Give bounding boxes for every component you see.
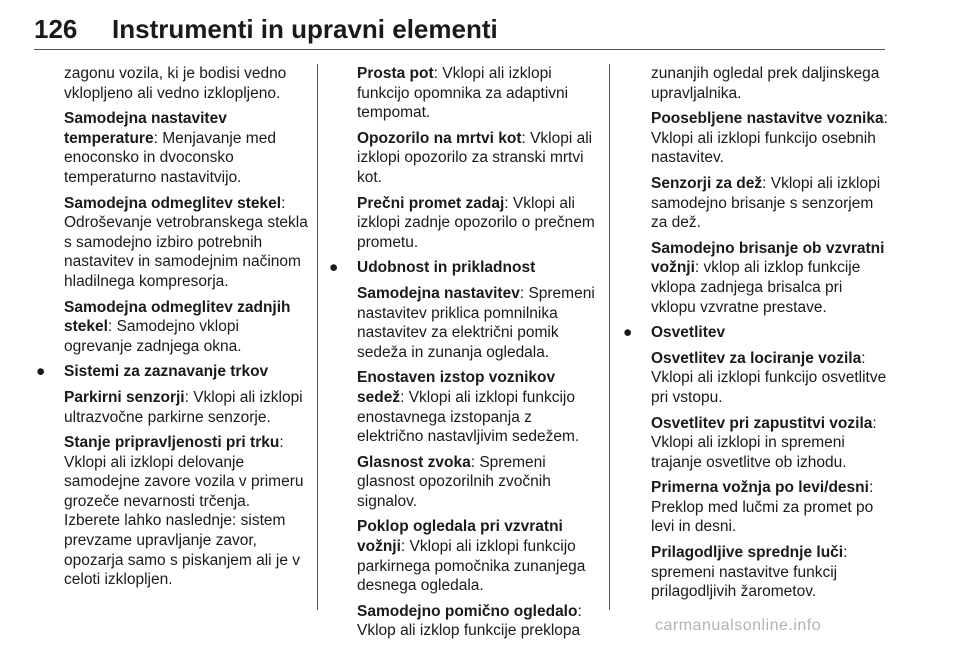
setting-entry bbox=[651, 239, 891, 317]
setting-entry bbox=[64, 388, 308, 427]
column-1 bbox=[36, 64, 308, 596]
setting-entry bbox=[357, 602, 601, 641]
setting-description: : Vklopi ali izklopi funkcijo parkirnega pomočnika zunanjega desnega ogledala. bbox=[357, 538, 586, 595]
setting-term: Osvetlitev za lociranje vozila bbox=[651, 349, 862, 367]
setting-term: Prilagodljive sprednje luči bbox=[651, 544, 844, 562]
setting-description: : Vklopi ali izklopi funkcijo opomnika za adaptivni tempomat. bbox=[357, 65, 569, 122]
setting-entry bbox=[64, 194, 308, 292]
setting-description: : Vklopi ali izklopi opozorilo za stranski mrtvi kot. bbox=[357, 129, 593, 186]
setting-term: Glasnost zvoka bbox=[357, 453, 471, 471]
setting-description: : Vklopi ali izklopi funkcijo osvetlitve pri vstopu. bbox=[651, 349, 887, 406]
setting-term: Primerna vožnja po levi/desni bbox=[651, 479, 869, 497]
bullet-icon: ● bbox=[623, 324, 633, 342]
column-divider-1 bbox=[317, 64, 318, 610]
bullet-heading-text: Udobnost in prikladnost bbox=[357, 259, 536, 277]
setting-entry bbox=[651, 414, 891, 473]
setting-description: : Preklop med lučmi za promet po levi in desni. bbox=[651, 479, 874, 536]
setting-description: : Vklop ali izklop funkcije preklopa bbox=[357, 602, 582, 640]
setting-term: Stanje pripravljenosti pri trku bbox=[64, 434, 280, 452]
setting-term: Samodejna nastavitev bbox=[357, 284, 520, 302]
setting-term: Samodejno pomično ogledalo bbox=[357, 602, 578, 620]
setting-description: : Odroševanje vetrobranskega stekla s samodejno izbiro potrebnih nastavitev in samodejnim načinom hladilnega kompresorja. bbox=[64, 194, 308, 290]
setting-entry bbox=[64, 298, 308, 357]
setting-entry bbox=[357, 64, 601, 123]
setting-entry bbox=[357, 517, 601, 595]
setting-term: Poklop ogledala pri vzvratni vožnji bbox=[357, 518, 563, 556]
column-2 bbox=[329, 64, 601, 647]
setting-description: : Vklopi ali izklopi in spremeni trajanje osvetlitve ob izhodu. bbox=[651, 414, 877, 471]
bullet-icon: ● bbox=[329, 259, 339, 277]
bullet-heading bbox=[623, 323, 891, 343]
setting-term: Samodejna odmeglitev stekel bbox=[64, 194, 282, 212]
setting-term: Senzorji za dež bbox=[651, 174, 763, 192]
setting-entry bbox=[64, 109, 308, 187]
setting-entry bbox=[357, 284, 601, 362]
setting-entry bbox=[357, 368, 601, 446]
page-number: 126 bbox=[34, 14, 78, 44]
setting-entry bbox=[651, 174, 891, 233]
bullet-heading bbox=[329, 258, 601, 278]
bullet-heading bbox=[36, 362, 308, 382]
setting-description: : Spremeni glasnost opozorilnih zvočnih signalov. bbox=[357, 453, 551, 510]
continued-text: zagonu vozila, ki je bodisi vedno vklopljeno ali vedno izklopljeno. bbox=[64, 65, 287, 102]
setting-description: : Spremeni nastavitev priklica pomnilnika nastavitev za električni pomik sedeža in zunanja ogledala. bbox=[357, 284, 595, 361]
setting-description: : vklop ali izklop funkcije vklopa zadnjega brisalca pri vklopu vzvratne prestave. bbox=[651, 259, 861, 316]
bullet-heading-text: Sistemi za zaznavanje trkov bbox=[64, 363, 269, 381]
bullet-heading-text: Osvetlitev bbox=[651, 324, 726, 342]
page-title: Instrumenti in upravni elementi bbox=[112, 14, 498, 44]
setting-description: : Samodejno vklopi ogrevanje zadnjega okna. bbox=[64, 318, 242, 355]
setting-entry bbox=[651, 349, 891, 408]
setting-term: Osvetlitev pri zapustitvi vozila bbox=[651, 414, 873, 432]
setting-term: Parkirni senzorji bbox=[64, 388, 185, 406]
setting-description: : Vklopi ali izklopi delovanje samodejne zavore vozila v primeru grozeče nevarnosti trčenja. Izberete lahko naslednje: sistem prevzame upravljanje zavor, opozarja samo s piskanjem ali je v celoti izklopljen. bbox=[64, 434, 304, 589]
setting-entry bbox=[64, 433, 308, 590]
setting-description: : Vklopi ali izklopi funkcijo osebnih nastavitev. bbox=[651, 110, 888, 167]
setting-term: Prosta pot bbox=[357, 65, 434, 82]
setting-term: Enostaven izstop voznikov sedež bbox=[357, 369, 556, 406]
setting-entry bbox=[651, 478, 891, 537]
setting-entry bbox=[357, 129, 601, 188]
watermark: carmanualsonline.info bbox=[655, 617, 822, 634]
setting-entry bbox=[357, 453, 601, 512]
setting-entry bbox=[651, 543, 891, 602]
column-3 bbox=[623, 64, 891, 608]
setting-term: Poosebljene nastavitve voznika bbox=[651, 110, 884, 128]
bullet-icon: ● bbox=[36, 363, 46, 381]
column-divider-2 bbox=[609, 64, 610, 610]
setting-entry bbox=[651, 109, 891, 168]
header-rule bbox=[34, 49, 885, 50]
setting-description: : Vklopi ali izklopi zadnje opozorilo o prečnem prometu. bbox=[357, 194, 595, 251]
continued-text: zunanjih ogledal prek daljinskega upravljalnika. bbox=[651, 65, 880, 102]
setting-term: Opozorilo na mrtvi kot bbox=[357, 129, 522, 147]
setting-term: Prečni promet zadaj bbox=[357, 194, 505, 212]
setting-entry bbox=[357, 194, 601, 253]
setting-term: Samodejna nastavitev temperature bbox=[64, 110, 227, 147]
setting-description: : Vklopi ali izklopi samodejno brisanje s senzorjem za dež. bbox=[651, 174, 881, 232]
setting-description: : spremeni nastavitve funkcij prilagodljivih žarometov. bbox=[651, 544, 848, 601]
setting-term: Samodejna odmeglitev zadnjih stekel bbox=[64, 298, 291, 336]
page-header bbox=[34, 14, 884, 48]
setting-term: Samodejno brisanje ob vzvratni vožnji bbox=[651, 239, 885, 277]
setting-description: : Vklopi ali izklopi ultrazvočne parkirne senzorje. bbox=[64, 388, 303, 426]
setting-description: : Menjavanje med enoconsko in dvoconsko temperaturno nastavitvijo. bbox=[64, 129, 276, 186]
setting-description: : Vklopi ali izklopi funkcijo enostavnega izstopanja z električno nastavljivim sedežem. bbox=[357, 388, 580, 446]
